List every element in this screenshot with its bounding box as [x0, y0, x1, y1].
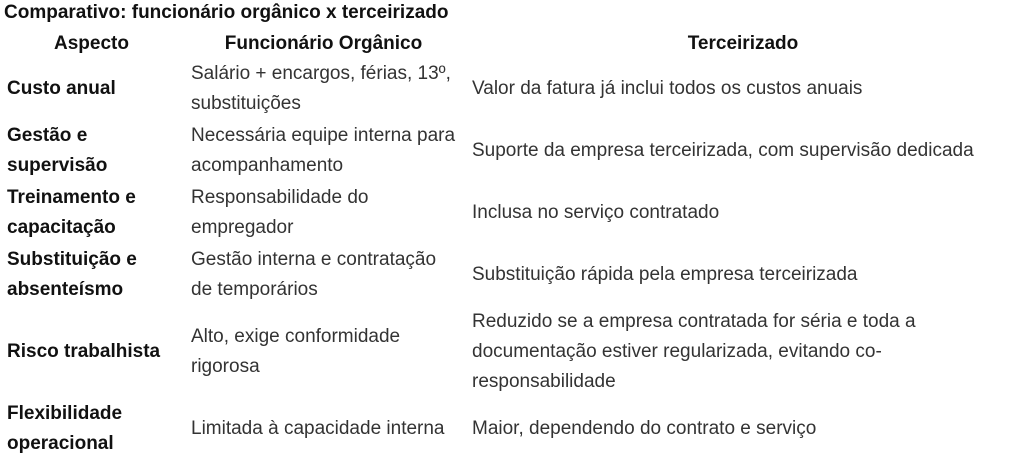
- table-row: [0, 58, 1022, 120]
- organic-cell: Alto, exige conformidade rigorosa: [191, 326, 401, 377]
- organic-cell: Salário + encargos, férias, 13º, substituições: [191, 63, 451, 114]
- outsourced-cell: Maior, dependendo do contrato e serviço: [472, 418, 817, 439]
- table-row: [0, 182, 1022, 244]
- header-organic: Funcionário Orgânico: [224, 33, 423, 54]
- table-row: [0, 306, 1022, 398]
- aspect-cell: Risco trabalhista: [7, 341, 161, 362]
- table-header-row: [0, 29, 1022, 58]
- table-row: [0, 120, 1022, 182]
- comparison-table: [0, 29, 1022, 460]
- outsourced-cell: Valor da fatura já inclui todos os custos anuais: [472, 78, 863, 99]
- aspect-cell: Gestão e supervisão: [7, 125, 108, 176]
- aspect-cell: Flexibilidade operacional: [7, 403, 123, 454]
- table-caption: Comparativo: funcionário orgânico x terceirizado: [4, 2, 449, 23]
- table-row: [0, 244, 1022, 306]
- organic-cell: Gestão interna e contratação de temporários: [191, 249, 437, 300]
- header-aspect: Aspecto: [54, 33, 129, 54]
- aspect-cell: Custo anual: [7, 78, 116, 99]
- outsourced-cell: Suporte da empresa terceirizada, com supervisão dedicada: [472, 140, 974, 161]
- outsourced-cell: Substituição rápida pela empresa terceirizada: [472, 264, 858, 285]
- table-row: [0, 398, 1022, 460]
- organic-cell: Responsabilidade do empregador: [191, 187, 369, 238]
- organic-cell: Necessária equipe interna para acompanhamento: [191, 125, 456, 176]
- aspect-cell: Substituição e absenteísmo: [7, 249, 137, 300]
- outsourced-cell: Reduzido se a empresa contratada for séria e toda a documentação estiver regularizada, evitando co-responsabilidade: [472, 311, 916, 392]
- outsourced-cell: Inclusa no serviço contratado: [472, 202, 720, 223]
- organic-cell: Limitada à capacidade interna: [191, 418, 445, 439]
- aspect-cell: Treinamento e capacitação: [7, 187, 136, 238]
- header-outsourced: Terceirizado: [687, 33, 799, 54]
